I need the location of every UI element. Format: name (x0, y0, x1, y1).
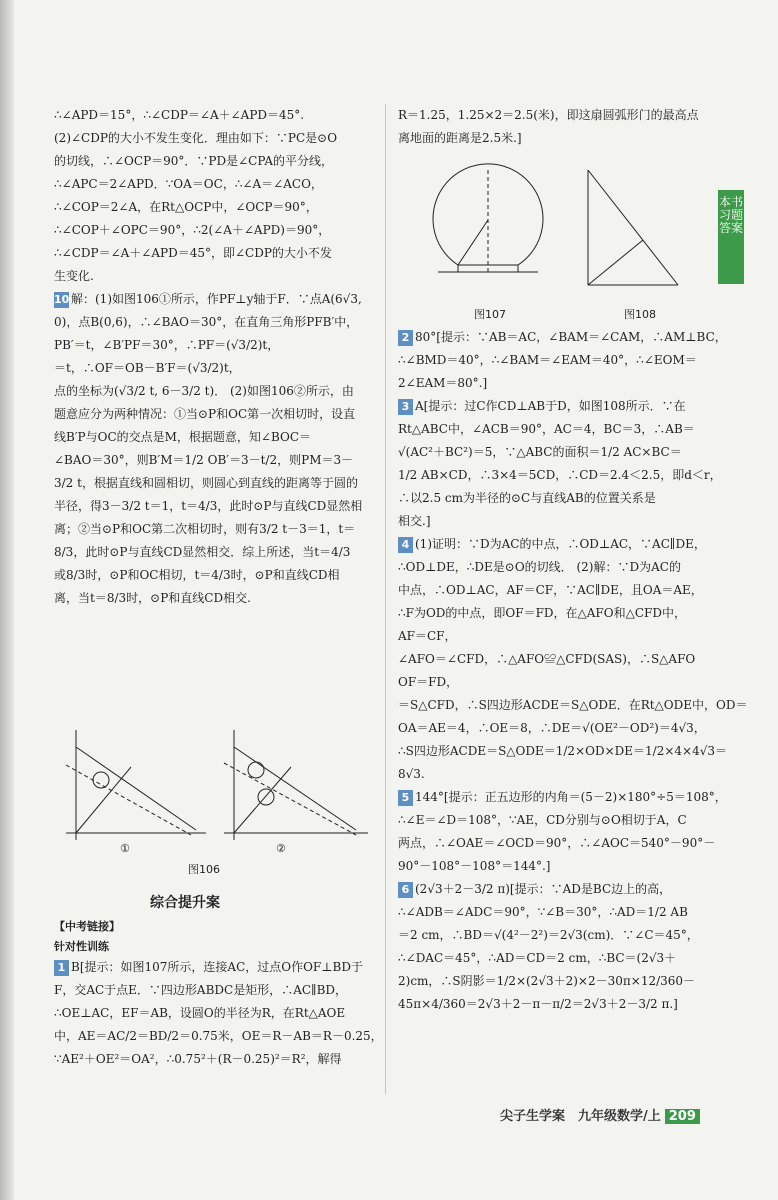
text-line: ∠AFO＝∠CFD，∴△AFO≌△CFD(SAS)，∴S△AFO (398, 652, 696, 666)
text-line: ∴OE⊥AC，EF＝AB，设圆O的半径为R，在Rt△AOE (54, 1006, 346, 1020)
text-line: 两点，∴∠OAE＝∠OCD＝90°，∴∠AOC＝540°－90°－ (398, 836, 716, 850)
text-line: 90°－108°－108°＝144°.] (398, 859, 551, 873)
text-line: ∴OD⊥DE，∴DE是⊙O的切线． (2)解：∵D为AC的 (398, 560, 681, 574)
footer: 尖子生学案 九年级数学/上 209 (500, 1105, 700, 1124)
text-line: ∴∠COP＋∠OPC＝90°，∴2(∠A＋∠APD)＝90°， (54, 223, 331, 237)
text-line: ＝t，∴OF＝OB－B′F＝(√3/2)t， (54, 361, 241, 375)
q6-text (398, 901, 718, 1016)
figure-107-caption: 图107 (474, 308, 506, 321)
text-line: (2)∠CDP的大小不发生变化．理由如下：∵PC是⊙O (54, 131, 338, 145)
page-number: 209 (665, 1109, 700, 1124)
text-line: √(AC²＋BC²)＝5，∵△ABC的面积＝1/2 AC×BC＝ (398, 445, 682, 459)
text-line: 0)，点B(0,6)，∴∠BAO＝30°，在直角三角形PFB′中， (54, 315, 359, 329)
text-line: F，交AC于点E．∵四边形ABDC是矩形，∴AC∥BD， (54, 983, 348, 997)
zhongkao-heading: 【中考链接】 (54, 920, 120, 933)
text-line: ∴∠APD＝15°，∴∠CDP＝∠A＋∠APD＝45°. (54, 108, 305, 122)
section-title: 综合提升案 (150, 895, 220, 911)
text-line: 3/2 t，根据直线和圆相切，则圆心到直线的距离等于圆的 (54, 476, 358, 490)
text-line: ＝2 cm，∴BD＝√(4²－2²)＝2√3(cm)．∵∠C＝45°， (398, 928, 699, 942)
text-line: PB′＝t，∠B′PF＝30°，∴PF＝(√3/2)t， (54, 338, 280, 352)
text-line: 半径，得3－3/2 t＝1，t＝4/3，此时⊙P与直线CD显然相 (54, 499, 363, 513)
text-line: 离，当t＝8/3时，⊙P和直线CD相交. (54, 591, 251, 605)
text-line: 的切线，∴∠OCP＝90°．∵PD是∠CPA的平分线， (54, 154, 333, 168)
text-line: 离地面的距离是2.5米.] (398, 131, 522, 145)
text-line: 或8/3时，⊙P和OC相切，t＝4/3时，⊙P和直线CD相 (54, 568, 340, 582)
figure-106-caption: 图106 (188, 863, 220, 876)
text-line: 题意应分为两种情况：①当⊙P和OC第一次相切时，设直 (54, 407, 356, 421)
text-line: R＝1.25，1.25×2＝2.5(米)，即这扇圆弧形门的最高点 (398, 108, 699, 122)
q1-text (54, 979, 383, 1071)
text-line: 相交.] (398, 514, 431, 528)
prev-solution-text (54, 104, 374, 288)
question-number: 3 (398, 399, 413, 415)
text-line: 45π×4/360＝2√3＋2－π－π/2＝2√3＋2－3/2 π.] (398, 997, 678, 1011)
text-line: ∴∠APC＝2∠APD．∵OA＝OC，∴∠A＝∠ACO， (54, 177, 323, 191)
text-line: ∴S四边形ACDE＝S△ODE＝1/2×OD×DE＝1/2×4×4√3＝ (398, 744, 727, 758)
figure-108 (578, 160, 688, 300)
figure-106-sub2: ② (276, 842, 286, 855)
text-line: ∠BAO＝30°，则B′M＝1/2 OB′＝3－t/2，则PM＝3－ (54, 453, 354, 467)
text-line: 2)cm，∴S阴影＝1/2×(2√3＋2)×2－30π×12/360－ (398, 974, 696, 988)
text-line: 2∠EAM＝80°.] (398, 376, 488, 390)
text-line: ∴∠BMD＝40°，∴∠BAM＝∠EAM＝40°，∴∠EOM＝ (398, 353, 697, 367)
text-line: ∴∠ADB＝∠ADC＝90°，∵∠B＝30°，∴AD＝1/2 AB (398, 905, 688, 919)
text-line: 8/3，此时⊙P与直线CD显然相交．综上所述，当t＝4/3 (54, 545, 351, 559)
q10-heading: 10 解：(1)如图106①所示，作PF⊥y轴于F．∵点A(6√3, (54, 292, 362, 306)
q1-continuation (398, 104, 718, 150)
text-line: 点的坐标为(√3/2 t, 6－3/2 t)． (2)如图106②所示，由 (54, 384, 354, 398)
text-line: ∴∠E＝∠D＝108°，∵AE，CD分别与⊙O相切于A，C (398, 813, 687, 827)
text-line: 中点，∴OD⊥AC，AF＝CF，∵AC∥DE，且OA＝AE， (398, 583, 703, 597)
text-line: ∴∠DAC＝45°，∴AD＝CD＝2 cm，∴BC＝(2√3＋ (398, 951, 677, 965)
text-line: 离；②当⊙P和OC第二次相切时，则有3/2 t－3＝1，t＝ (54, 522, 356, 536)
question-number: 10 (54, 292, 70, 306)
text-line: ＝S△CFD，∴S四边形ACDE＝S△ODE．在Rt△ODE中，OD＝ (398, 698, 748, 712)
text-line: OA＝AE＝4，∴OE＝8，∴DE＝√(OE²－OD²)＝4√3， (398, 721, 706, 735)
text-line: ∴以2.5 cm为半径的⊙C与直线AB的位置关系是 (398, 491, 656, 505)
zhendui-heading: 针对性训练 (54, 940, 109, 953)
text-line: ∵AE²＋OE²＝OA²，∴0.75²＋(R－0.25)²＝R²，解得 (54, 1052, 342, 1066)
question-number: 2 (398, 330, 413, 346)
question-number: 4 (398, 537, 413, 553)
column-divider (385, 104, 386, 1094)
text-line: ∴∠CDP＝∠A＋∠APD＝45°，即∠CDP的大小不发 (54, 246, 332, 260)
figure-107 (428, 160, 548, 300)
text-line: AF＝CF， (398, 629, 457, 643)
question-number: 1 (54, 960, 69, 976)
text-line: 生变化. (54, 269, 94, 283)
side-tab: 本书习题答案 (718, 190, 744, 284)
text-line: 中，AE＝AC/2＝BD/2＝0.75米，OE＝R－AB＝R－0.25， (54, 1029, 383, 1043)
q4-text (398, 556, 748, 786)
text-line: 1/2 AB×CD，∴3×4＝5CD，∴CD＝2.4＜2.5，即d＜r， (398, 468, 722, 482)
q3-text (398, 418, 722, 533)
q1-block: 1 B[提示：如图107所示，连接AC，过点O作OF⊥BD于 F，交AC于点E．∵四边形ABDC是矩形，∴AC∥BD， ∴OE⊥AC，EF＝AB，设圆O的半径为R，在Rt△AOE 中，AE＝AC/2＝BD/2＝0.75米，OE＝R－AB＝R－0.25， ∵AE²＋OE²＝OA²，∴0.75²＋(R－0.25)²＝R²，解得 (54, 956, 374, 1071)
question-number: 5 (398, 790, 413, 806)
text-line: 8√3. (398, 767, 425, 781)
q5-text (398, 809, 718, 878)
figure-108-caption: 图108 (624, 308, 656, 321)
text-line: ∴F为OD的中点，即OF＝FD，在△AFO和△CFD中， (398, 606, 686, 620)
text-line: 线B′P与OC的交点是M，根据题意，知∠BOC＝ (54, 430, 312, 444)
figure-106-sub1: ① (120, 842, 130, 855)
q2-block: 2 80°[提示：∵AB＝AC，∠BAM＝∠CAM，∴AM⊥BC， ∴∠BMD＝40°，∴∠BAM＝∠EAM＝40°，∴∠EOM＝ 2∠EAM＝80°.] 3 A[提示：过C作CD⊥AB于D，如图108所示．∵在 Rt△ABC中，∠ACB＝90°，AC＝4，BC＝3，∴AB＝ √(AC²＋BC²)＝5，∵△ABC的面积＝1/2 AC×BC＝ 1/2 AB×CD，∴3×4＝5CD，∴CD＝2.4＜2.5，即d＜r， ∴以2.5 cm为半径的⊙C与直线AB的位置关系是 相交.] 4 (1)证明：∵D为AC的中点，∴OD⊥AC，∵AC∥DE， ∴OD⊥DE，∴DE是⊙O的切线． (2)解：∵D为AC的 中点，∴OD⊥AC，AF＝CF，∵AC∥DE，且OA＝AE， ∴F为OD的中点，即OF＝FD，在△AFO和△CFD中， AF＝CF， ∠AFO＝∠CFD，∴△AFO≌△CFD(SAS)，∴S△AFO OF＝FD， ＝S△CFD，∴S四边形ACDE＝S△ODE．在Rt△ODE中，OD＝ OA＝AE＝4，∴OE＝8，∴DE＝√(OE²－OD²)＝4√3， ∴S四边形ACDE＝S△ODE＝1/2×OD×DE＝1/2×4×4√3＝ 8√3. 5 144°[提示：正五边形的内角＝(5－2)×180°÷5＝108°， ∴∠E＝∠D＝108°，∵AE，CD分别与⊙O相切于A，C 两点，∴∠OAE＝∠OCD＝90°，∴∠AOC＝540°－90°－ 90°－108°－108°＝144°.] 6 (2√3＋2－3/2 π)[提示：∵AD是BC边上的高， ∴∠ADB＝∠ADC＝90°，∵∠B＝30°，∴AD＝1/2 AB ＝2 cm，∴BD＝√(4²－2²)＝2√3(cm)．∵∠C＝45°， ∴∠DAC＝45°，∴AD＝CD＝2 cm，∴BC＝(2√3＋ 2)cm，∴S阴影＝1/2×(2√3＋2)×2－30π×12/360－ 45π×4/360＝2√3＋2－π－π/2＝2√3＋2－3/2 π.] (398, 326, 718, 1016)
q10-text (54, 311, 374, 610)
question-number: 6 (398, 882, 413, 898)
text-line: OF＝FD， (398, 675, 459, 689)
q2-text (398, 349, 718, 395)
figure-106 (56, 725, 376, 855)
text-line: ∴∠COP＝2∠A，在Rt△OCP中，∠OCP＝90°， (54, 200, 318, 214)
right-top (398, 104, 718, 150)
text-line: Rt△ABC中，∠ACB＝90°，AC＝4，BC＝3，∴AB＝ (398, 422, 695, 436)
book-spine-shadow (0, 0, 14, 1200)
left-column (54, 104, 374, 610)
